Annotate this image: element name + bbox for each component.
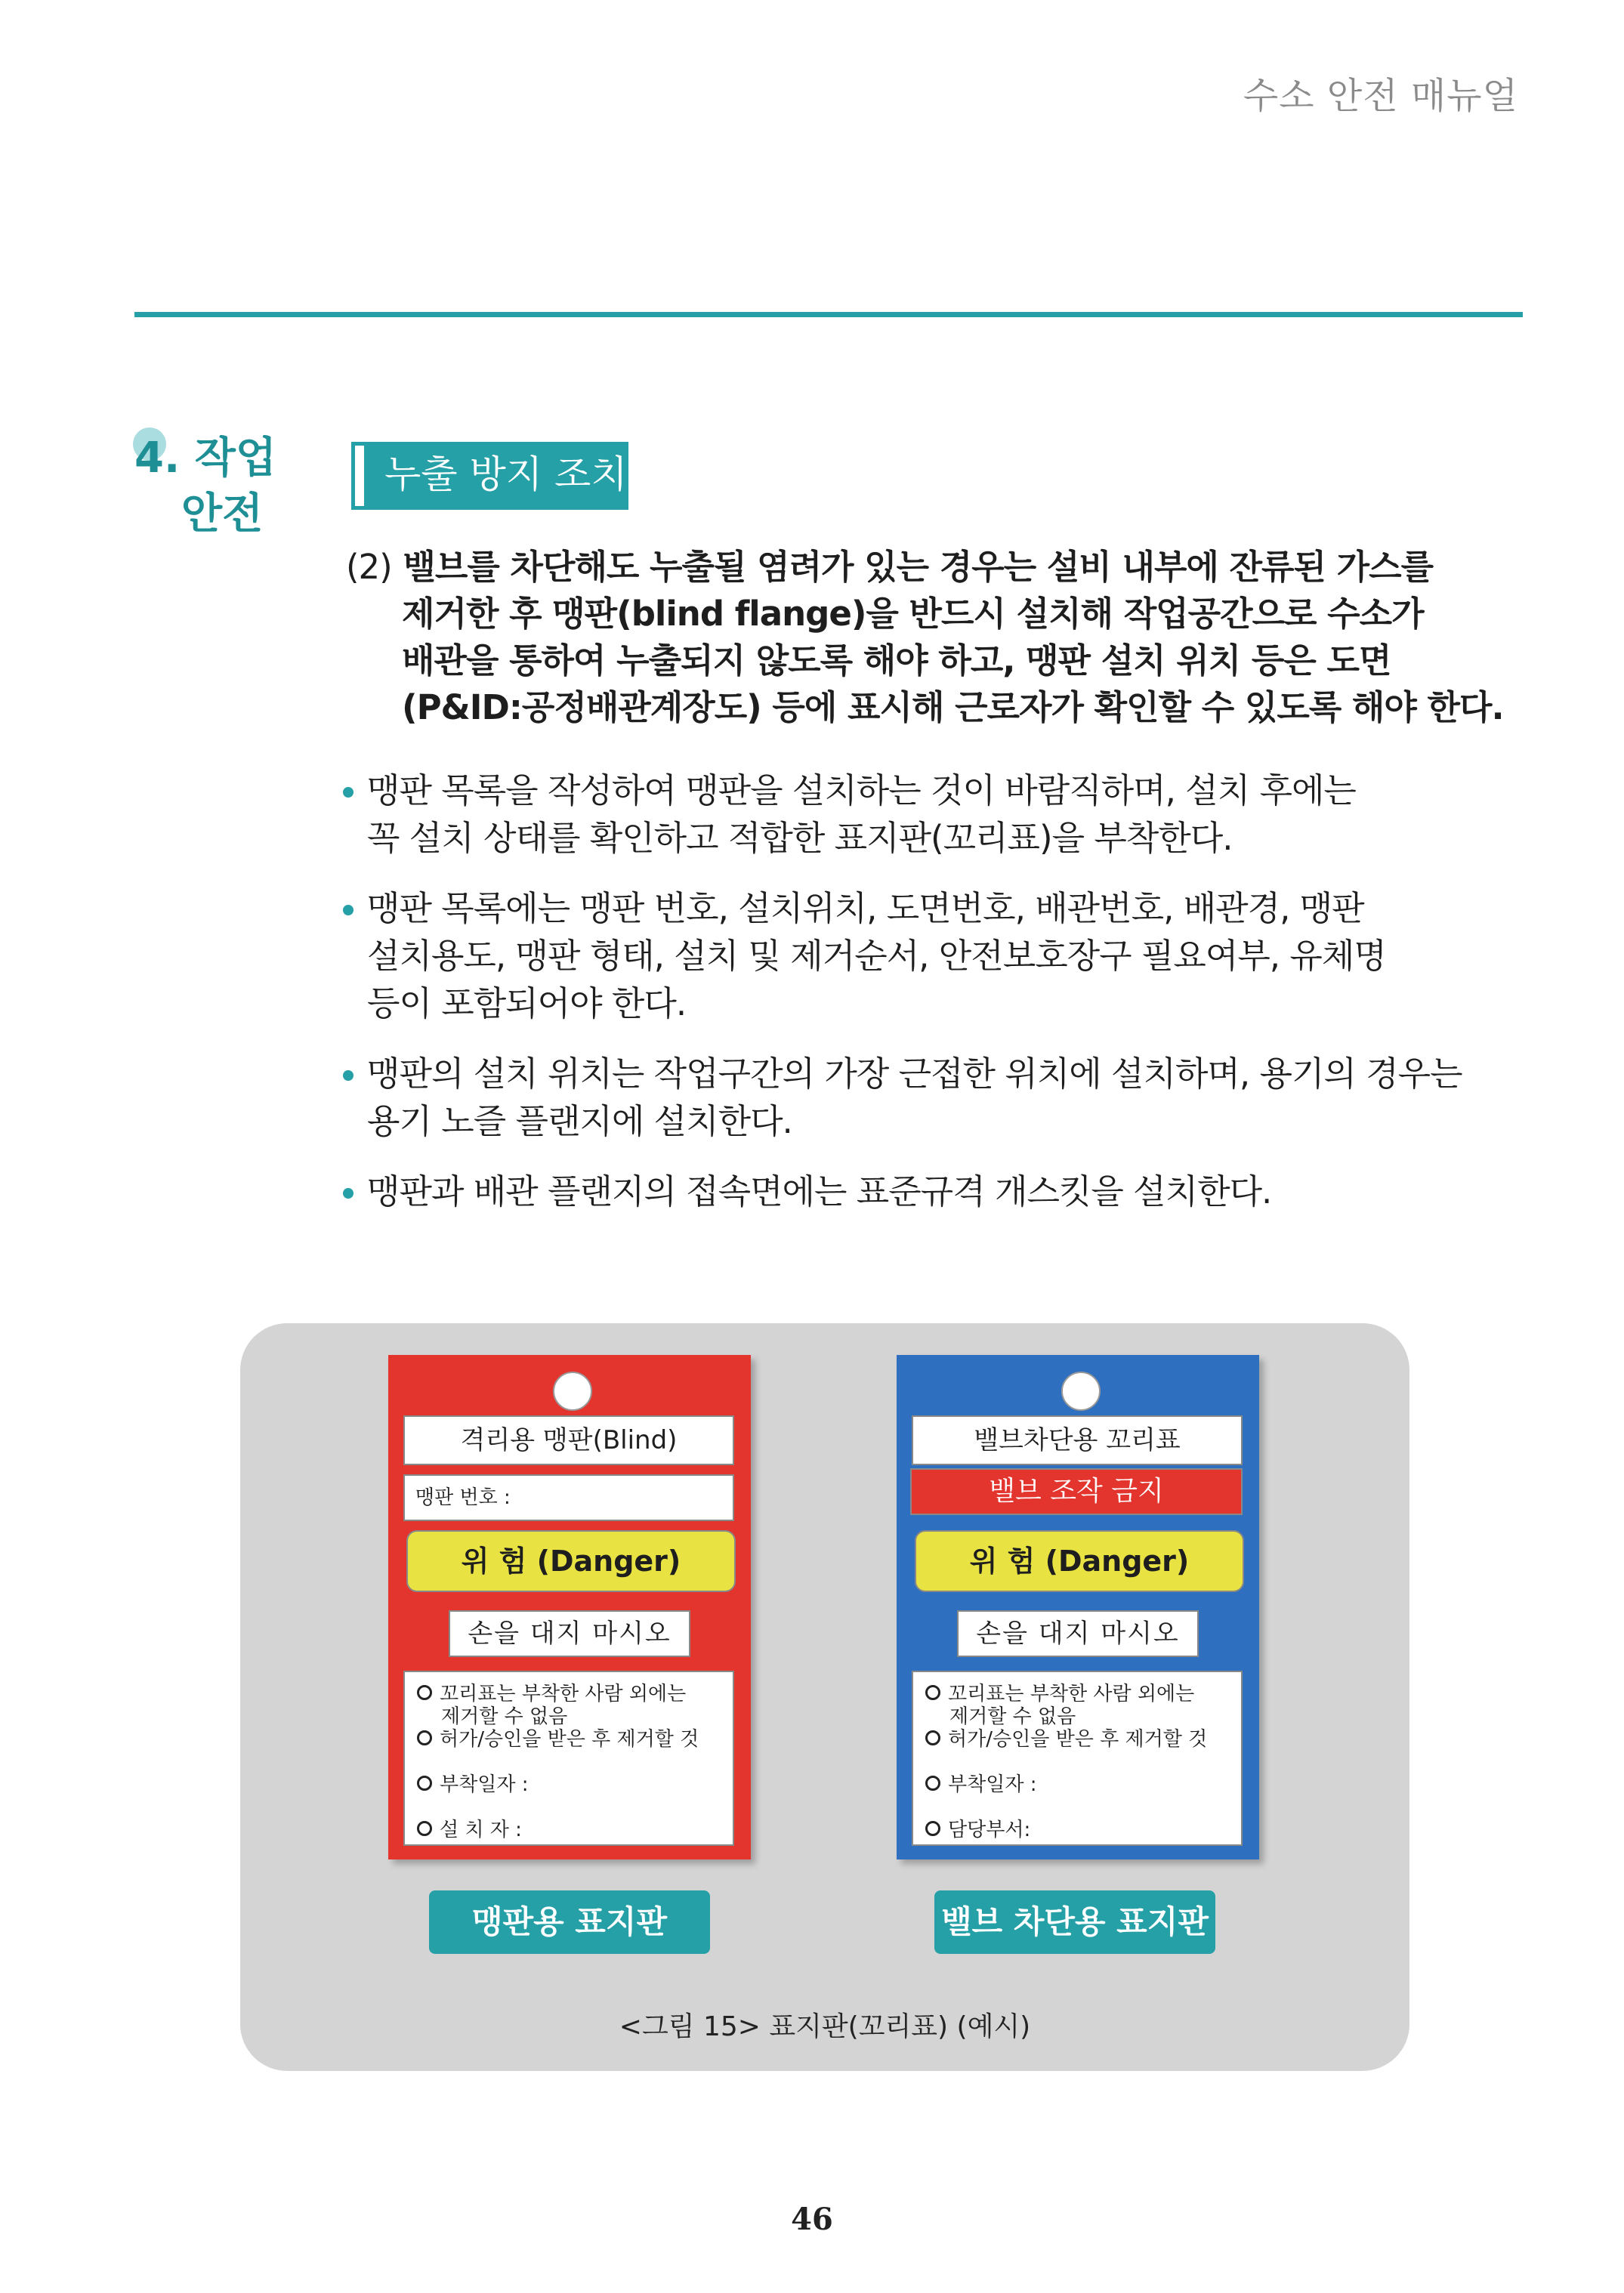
heading-bar [351,442,368,510]
valve-tag-label: 밸브 차단용 표지판 [934,1890,1215,1954]
do-not-touch-label: 손을 대지 마시오 [449,1610,690,1657]
bullet-line: 용기 노즐 플랜지에 설치한다. [367,1101,792,1141]
rule-text: 제거할 수 없음 [441,1705,568,1728]
bullet-dot-icon [343,1070,354,1081]
heading-text: 누출 방지 조치 [384,452,628,496]
tag-title: 밸브차단용 꼬리표 [912,1415,1243,1465]
rule-text: 담당부서: [948,1819,1031,1841]
paragraph-line: (P&ID:공정배관계장도) 등에 표시해 근로자가 확인할 수 있도록 해야 한다. [402,687,1504,727]
tag-hole-icon [553,1372,592,1411]
bullet-line: 꼭 설치 상태를 확인하고 적합한 표지판(꼬리표)을 부착한다. [367,818,1233,858]
tag-hole-icon [1061,1372,1101,1411]
bullet-line: 맹판 목록을 작성하여 맹판을 설치하는 것이 바람직하며, 설치 후에는 [367,770,1356,810]
circle-icon [925,1776,940,1791]
rule-text: 허가/승인을 받은 후 제거할 것 [948,1728,1208,1751]
circle-icon [417,1821,432,1836]
rule-text: 부착일자 : [440,1773,529,1796]
circle-icon [925,1730,940,1745]
rule-text: 부착일자 : [948,1773,1037,1796]
rule-text: 허가/승인을 받은 후 제거할 것 [440,1728,699,1751]
danger-banner: 위 험 (Danger) [406,1530,736,1592]
tag-title: 격리용 맹판(Blind) [403,1415,734,1465]
bullet-dot-icon [343,905,354,915]
section-title-line2: 안전 [181,489,264,539]
tag-rules [912,1671,1243,1846]
bullet-line: 맹판의 설치 위치는 작업구간의 가장 근접한 위치에 설치하며, 용기의 경우는 [367,1054,1462,1094]
blind-tag [388,1355,751,1859]
paragraph-line: 밸브를 차단해도 누출될 염려가 있는 경우는 설비 내부에 잔류된 가스를 [403,547,1434,587]
bullet-line: 맹판과 배관 플랜지의 접속면에는 표준규격 개스킷을 설치한다. [367,1171,1272,1211]
header-title: 수소 안전 매뉴얼 [1243,75,1518,117]
bullet-item [338,884,1547,1027]
tag-rules [403,1671,734,1846]
bullet-list [338,767,1547,1238]
bullet-line: 설치용도, 맹판 형태, 설치 및 제거순서, 안전보호장구 필요여부, 유체명 [367,936,1386,976]
blind-tag-label: 맹판용 표지판 [429,1890,710,1954]
rule-text: 꼬리표는 부착한 사람 외에는 [948,1683,1195,1705]
section-title-line1: 4. 작업 [134,434,276,483]
circle-icon [925,1685,940,1700]
bullet-line: 등이 포함되어야 한다. [367,983,687,1023]
page-number: 46 [791,2202,833,2237]
paragraph-line: 배관을 통하여 누출되지 않도록 해야 하고, 맹판 설치 위치 등은 도면 [402,640,1391,680]
bullet-dot-icon [343,787,354,798]
valve-tag [897,1355,1259,1859]
header-divider [134,312,1523,317]
circle-icon [925,1821,940,1836]
rule-text: 제거할 수 없음 [949,1705,1076,1728]
bullet-item [338,1050,1547,1145]
circle-icon [417,1685,432,1700]
section-title [134,431,286,542]
rule-text: 꼬리표는 부착한 사람 외에는 [440,1683,687,1705]
bullet-dot-icon [343,1188,354,1199]
bullet-line: 맹판 목록에는 맹판 번호, 설치위치, 도면번호, 배관번호, 배관경, 맹판 [367,888,1364,928]
do-not-touch-label: 손을 대지 마시오 [957,1610,1199,1657]
circle-icon [417,1776,432,1791]
paragraph-number: (2) [346,547,392,587]
danger-banner: 위 험 (Danger) [915,1530,1244,1592]
bullet-item [338,767,1547,862]
subsection-heading [351,442,628,510]
rule-text: 설 치 자 : [440,1819,522,1841]
circle-icon [417,1730,432,1745]
main-paragraph [346,544,1532,731]
figure-caption: <그림 15> 표지판(꼬리표) (예시) [619,2011,1031,2042]
valve-warning-banner: 밸브 조작 금지 [910,1468,1243,1515]
bullet-item [338,1168,1547,1215]
paragraph-line: 제거한 후 맹판(blind flange)을 반드시 설치해 작업공간으로 수소가 [402,594,1424,634]
tag-number-field: 맹판 번호 : [403,1474,734,1521]
